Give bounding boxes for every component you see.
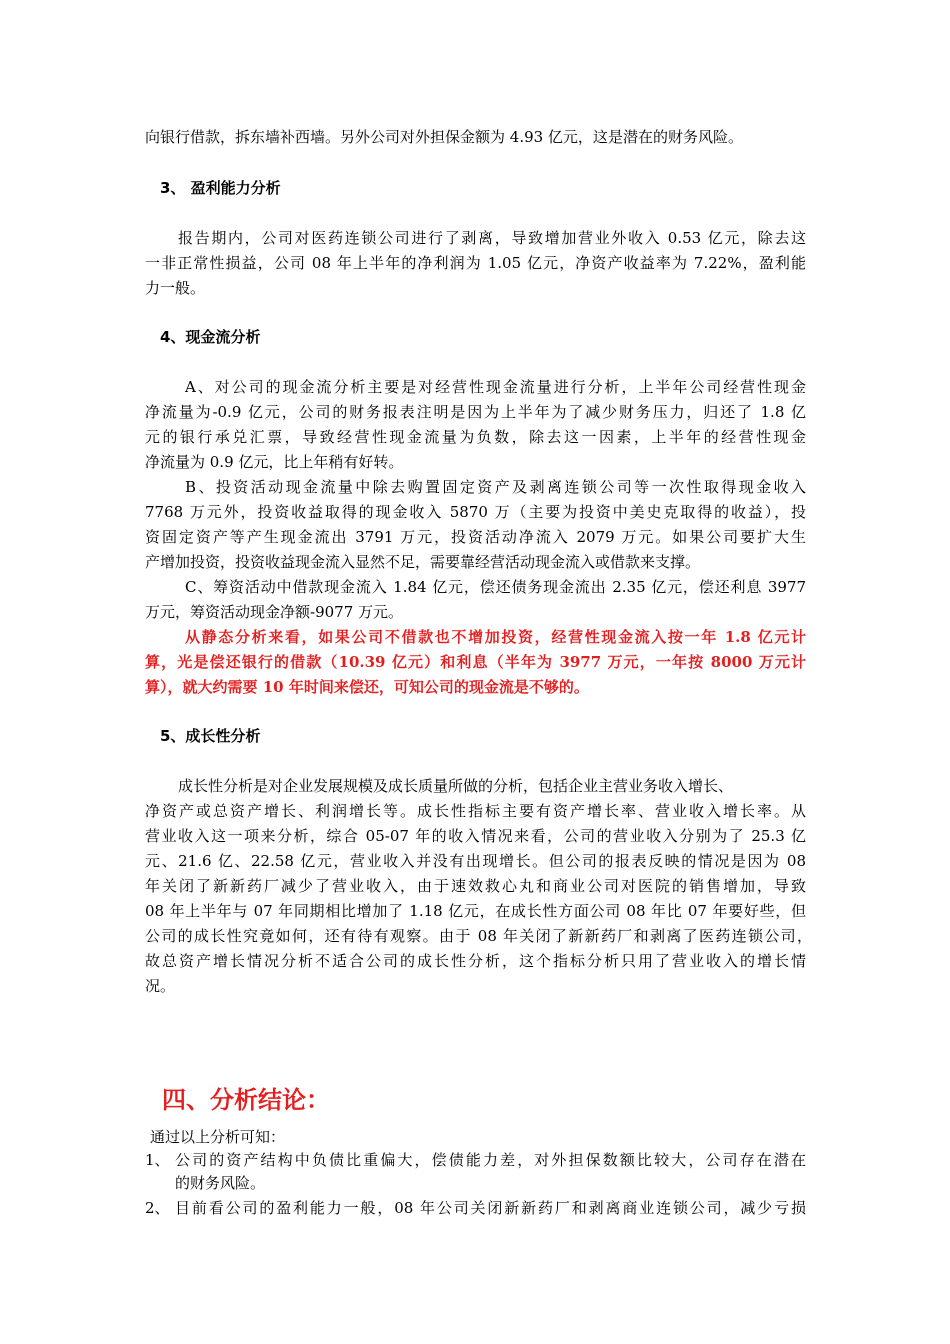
list-item-line: 目前看公司的盈利能力一般，08 年公司关闭新新药厂和剥离商业连锁公司，减少亏损 [175,1199,806,1217]
section-5-line: 公司的成长性究竟如何，还有待有观察。由于 08 年关闭了新新药厂和剥离了医药连锁公司， [145,927,812,945]
list-item-line: 的财务风险。 [175,1174,266,1192]
list-number: 1、 [145,1151,170,1169]
section-5-line: 营业收入这一项来分析，综合 05-07 年的收入情况来看，公司的营业收入分别为了 25.3 亿 [145,827,806,845]
section-4-a-line: 净流量为-0.9 亿元，公司的财务报表注明是因为上半年为了减少财务压力，归还了 1.8 亿 [145,403,806,421]
intro-line: 向银行借款，拆东墙补西墙。另外公司对外担保金额为 4.93 亿元，这是潜在的财务风险。 [145,128,743,146]
section-5-line: 故总资产增长情况分析不适合公司的成长性分析，这个指标分析只用了营业收入的增长情 [145,952,806,970]
highlight-line: 从静态分析来看，如果公司不借款也不增加投资，经营性现金流入按一年 1.8 亿元计 [185,628,806,646]
section-3-line: 报告期内，公司对医药连锁公司进行了剥离，导致增加营业外收入 0.53 亿元，除去这 [178,229,806,247]
section-4-c-line: 万元，筹资活动现金净额-9077 万元。 [145,603,404,621]
section-5-line: 08 年上半年与 07 年同期相比增加了 1.18 亿元，在成长性方面公司 08 年比 07 年要好些，但 [145,902,806,920]
section-5-line: 年关闭了新新药厂减少了营业收入，由于速效救心丸和商业公司对医院的销售增加，导致 [145,877,806,895]
highlight-line: 算），就大约需要 10 年时间来偿还，可知公司的现金流是不够的。 [145,678,589,696]
list-item-line: 公司的资产结构中负债比重偏大，偿债能力差，对外担保数额比较大，公司存在潜在 [175,1151,806,1169]
section-5-line: 元、21.6 亿、22.58 亿元，营业收入并没有出现增长。但公司的报表反映的情况是因为 08 [145,852,806,870]
section-4-title: 4、现金流分析 [160,328,261,346]
section-5-title: 5、成长性分析 [160,727,261,745]
section-5-line: 成长性分析是对企业发展规模及成长质量所做的分析，包括企业主营业务收入增长、 [178,777,734,795]
section-4-a-line: 净流量为 0.9 亿元，比上年稍有好转。 [145,453,404,471]
section-3-line: 力一般。 [145,279,206,297]
section-4-b-line: 7768 万元外，投资收益取得的现金收入 5870 万（主要为投资中美史克取得的收益），投 [145,503,806,521]
section-4-b-line: B、投资活动现金流量中除去购置固定资产及剥离连锁公司等一次性取得现金收入 [185,478,806,496]
conclusion-intro: 通过以上分析可知： [150,1128,286,1146]
conclusion-title: 四、分析结论： [162,1086,330,1114]
section-4-a-line: A、对公司的现金流分析主要是对经营性现金流量进行分析，上半年公司经营性现金 [185,378,806,396]
section-5-line: 况。 [145,977,176,995]
section-3-line: 一非正常性损益，公司 08 年上半年的净利润为 1.05 亿元，净资产收益率为 7.22%，盈利能 [145,254,806,272]
section-3-title: 3、 盈利能力分析 [160,179,281,197]
section-5-line: 净资产或总资产增长、利润增长等。成长性指标主要有资产增长率、营业收入增长率。从 [145,802,806,820]
section-4-c-line: C、筹资活动中借款现金流入 1.84 亿元，偿还债务现金流出 2.35 亿元，偿还利息 3977 [185,578,806,596]
list-number: 2、 [145,1199,170,1217]
section-4-a-line: 元的银行承兑汇票，导致经营性现金流量为负数，除去这一因素，上半年的经营性现金 [145,428,806,446]
section-4-b-line: 资固定资产等产生现金流出 3791 万元，投资活动净流入 2079 万元。如果公司要扩大生 [145,528,806,546]
highlight-line: 算，光是偿还银行的借款（10.39 亿元）和利息（半年为 3977 万元，一年按 8000 万元计 [145,653,806,671]
section-4-b-line: 产增加投资，投资收益现金流入显然不足，需要靠经营活动现金流入或借款来支撑。 [145,553,701,571]
